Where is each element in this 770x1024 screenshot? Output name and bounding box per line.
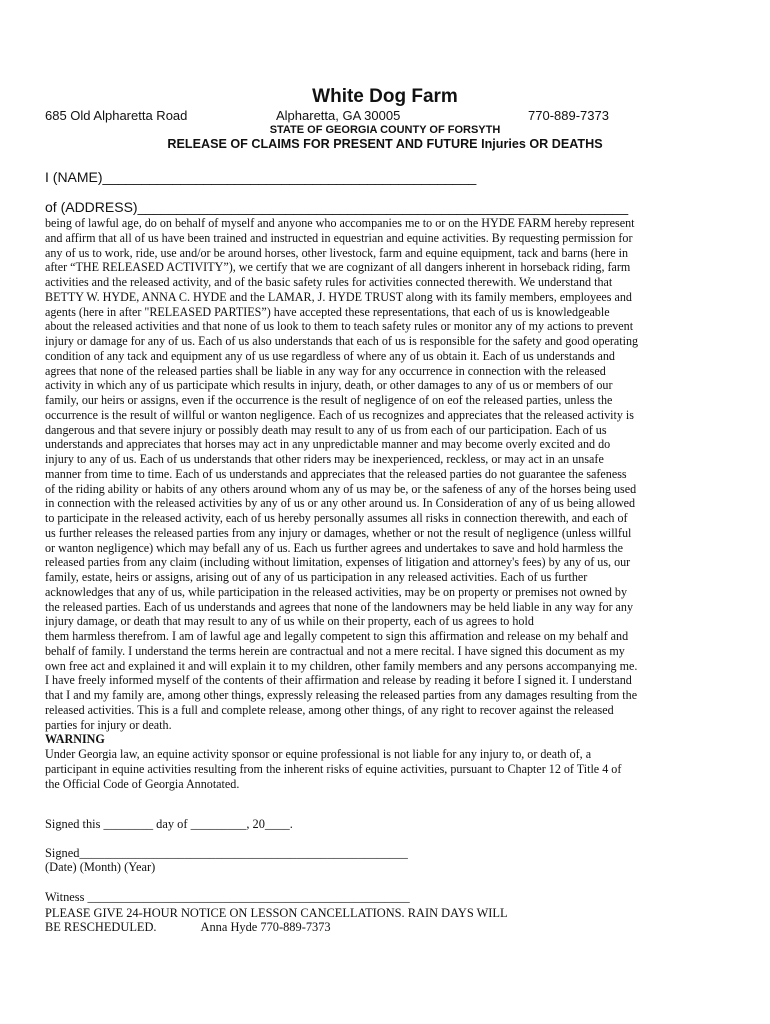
notice-line-2: [45, 920, 331, 935]
release-paragraph: [45, 216, 735, 732]
warning-heading: WARNING: [45, 732, 105, 747]
street-address: 685 Old Alpharetta Road: [45, 108, 188, 123]
rescheduled-text: BE RESCHEDULED.: [45, 920, 157, 934]
body-line: released activities. This is a full and complete release, among other things, of any right to recover against the released: [45, 702, 614, 717]
witness-line: Witness ____________________________________________________: [45, 890, 410, 904]
body-line: activities and the released activity, and of the basic safety rules for activities connected therewith. We understand that: [45, 275, 613, 289]
body-line: injury to any of us. Each of us understands that other riders may be inexperienced, reckless, or may act in an unsafe: [45, 452, 604, 466]
body-line: that I and my family are, among other things, expressly releasing the released parties from any damages resulting from the: [45, 688, 638, 702]
farm-phone: 770-889-7373: [528, 108, 609, 123]
body-line: understands and appreciates that horses may act in any unpredictable manner and may become overly excited and do: [45, 437, 611, 452]
date-caption: (Date) (Month) (Year): [45, 860, 156, 874]
state-county-line: STATE OF GEORGIA COUNTY OF FORSYTH: [269, 124, 501, 136]
farm-title: White Dog Farm: [312, 86, 458, 107]
body-line: after “THE RELEASED ACTIVITY”), we certify that we are cognizant of all dangers inherent in horseback riding, farm: [45, 260, 631, 275]
release-heading: RELEASE OF CLAIMS FOR PRESENT AND FUTURE Injuries OR DEATHS: [167, 137, 603, 151]
body-line: agrees that none of the released parties shall be liable in any way for any occurrence in connection with the released: [45, 363, 606, 378]
body-line: family, our heirs or assigns, even if the occurrence is the result of negligence of on eof the released parties, unless the: [45, 393, 613, 407]
contact-text: Anna Hyde 770-889-7373: [200, 920, 331, 934]
body-line: BETTY W. HYDE, ANNA C. HYDE and the LAMAR, J. HYDE TRUST along with its family members, employees and: [45, 289, 632, 304]
body-line: to participate in the released activity, each of us hereby personally assumes all risks in connection therewith, and each of: [45, 511, 628, 525]
signed-date-line: Signed this ________ day of _________, 20____.: [45, 817, 293, 831]
warning-paragraph: [45, 747, 735, 791]
address-field: of (ADDRESS)_______________________________________________________________: [45, 199, 629, 215]
body-line: activity in which any of us participate which results in injury, death, or other damages to any of us or members of our: [45, 378, 613, 393]
body-line: occurrence is the result of willful or wanton negligence. Each of us recognizes and appreciates that the released activity is: [45, 407, 634, 422]
body-line: about the released activities and that none of us look to them to teach safety rules or monitor any of my actions to prevent: [45, 319, 634, 334]
body-line: or wanton negligence) which may befall any of us. Each us further agrees and undertakes to save and hold harmless the: [45, 540, 623, 555]
body-line: us further releases the released parties from any injury or damages, whether or not the result of negligence (unless willful: [45, 525, 632, 540]
body-line: agents (here in after "RELEASED PARTIES”) have accepted these representations, that each of us is knowledgeable: [45, 304, 610, 319]
body-line: acknowledges that any of us, while participation in the released activities, may be on property or premises not owned by: [45, 584, 628, 599]
body-line: of the riding ability or habits of any others around whom any of us may be, or the safeness of any of the horses being used: [45, 481, 637, 496]
body-line: manner from time to time. Each of us understands and appreciates that the released parties do not guarantee the safeness: [45, 466, 627, 481]
body-line: own free act and explained it and will explain it to my children, other family members and any persons accompanying me.: [45, 658, 638, 673]
signature-line: Signed_____________________________________________________: [45, 846, 408, 860]
notice-line-1: PLEASE GIVE 24-HOUR NOTICE ON LESSON CANCELLATIONS. RAIN DAYS WILL: [45, 906, 508, 920]
warning-line: participant in equine activities resulting from the inherent risks of equine activities, pursuant to Chapter 12 of Title 4 of: [45, 761, 622, 776]
body-line: behalf of family. I understand the terms herein are contractual and not a mere recital. I have signed this document as my: [45, 643, 625, 658]
body-line: and affirm that all of us have been trained and instructed in equestrian and equine activities. By requesting permission for: [45, 230, 633, 245]
body-line: any of us to work, ride, use and/or be around horses, other livestock, farm and equine equipment, tack and barns (here in: [45, 245, 629, 260]
body-line: being of lawful age, do on behalf of myself and anyone who accompanies me to or on the HYDE FARM hereby represent: [45, 216, 635, 230]
body-line: parties for injury or death.: [45, 717, 172, 732]
warning-line: Under Georgia law, an equine activity sponsor or equine professional is not liable for any injury to, or death of, a: [45, 747, 592, 761]
warning-line: the Official Code of Georgia Annotated.: [45, 776, 240, 791]
body-line: released parties from any claim (including without limitation, expenses of litigation and attorney's fees) by any of us, our: [45, 555, 631, 570]
body-line: them harmless therefrom. I am of lawful age and legally competent to sign this affirmation and release on my behalf and: [45, 629, 629, 643]
body-line: dangerous and that severe injury or possibly death may result to any of us from each of our participation. Each of us: [45, 422, 607, 437]
body-line: family, estate, heirs or assigns, arising out of any of us participation in any released activities. Each of us further: [45, 570, 588, 584]
body-line: the released parties. Each of us understands and agrees that none of the landowners may be held liable in any way for any: [45, 599, 634, 614]
body-line: injury damage, or death that may result to any of us while on their property, each of us agrees to hold: [45, 614, 534, 629]
body-line: in connection with the released activities by any of us or any other around us. In Consideration of any of us being allowed: [45, 496, 636, 511]
body-line: injury or damage for any of us. Each of us also understands that each of us is responsible for the safety and good operating: [45, 334, 639, 348]
release-body: [45, 216, 735, 791]
city-state-zip: Alpharetta, GA 30005: [276, 108, 401, 123]
body-line: condition of any tack and equipment any of us use regardless of where any of us obtain it. Each of us understands and: [45, 348, 615, 363]
body-line: I have freely informed myself of the contents of their affirmation and release by reading it before I signed it. I understand: [45, 673, 632, 688]
name-field: I (NAME)________________________________________________: [45, 169, 477, 185]
